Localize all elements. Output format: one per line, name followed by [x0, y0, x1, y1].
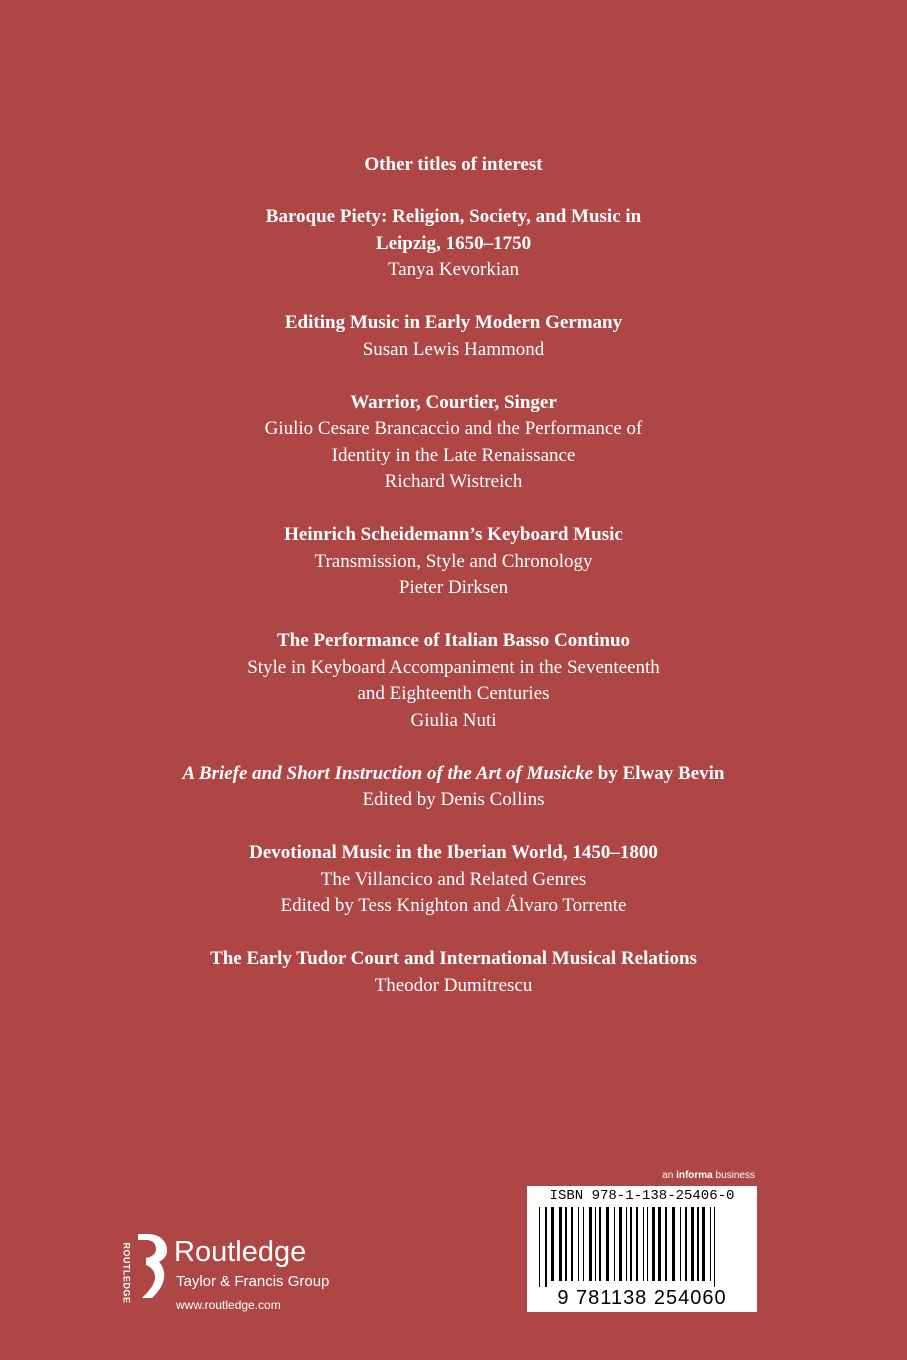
title-entry [60, 946, 847, 999]
book-title: Editing Music in Early Modern Germany [284, 312, 623, 333]
barcode-bar [539, 1207, 540, 1287]
titles-list [60, 204, 847, 1026]
barcode-bar [619, 1207, 622, 1281]
barcode-digits: 9 781138 254060 [557, 1287, 727, 1309]
book-title: Heinrich Scheidemann’s Keyboard Music [284, 524, 623, 545]
book-title-italic: A Briefe and Short Instruction of the Art of Musicke [182, 762, 594, 784]
book-title: Baroque Piety: Religion, Society, and Music in [265, 206, 642, 227]
book-subtitle: Giulio Cesare Brancaccio and the Performance of [264, 418, 643, 439]
barcode-bar [710, 1207, 711, 1281]
book-title: Devotional Music in the Iberian World, 1450–1800 [249, 842, 658, 863]
tagline-suffix: business [712, 1170, 755, 1181]
barcode-bar [614, 1207, 615, 1281]
title-entry [60, 628, 847, 734]
publisher-group: Taylor & Francis Group [176, 1273, 330, 1290]
barcode-bar [551, 1207, 554, 1281]
book-subtitle: The Villancico and Related Genres [320, 868, 587, 890]
barcode-bar [680, 1207, 681, 1281]
book-author: Pieter Dirksen [398, 577, 509, 598]
title-entry [60, 840, 847, 920]
barcode-bar [571, 1207, 573, 1281]
book-author: Susan Lewis Hammond [362, 338, 545, 360]
barcode-bar [565, 1207, 567, 1281]
publisher-name: Routledge [174, 1236, 307, 1268]
barcode-bar [606, 1207, 609, 1281]
routledge-profile-icon [134, 1232, 172, 1302]
barcode-bars [535, 1207, 749, 1287]
barcode-bar [665, 1207, 667, 1281]
book-subtitle: Style in Keyboard Accompaniment in the Seventeenth [247, 656, 660, 678]
book-title: The Performance of Italian Basso Continuo [276, 630, 631, 651]
barcode-bar [672, 1207, 675, 1281]
book-title-line [60, 761, 847, 788]
title-entry [60, 761, 847, 814]
barcode-bar [589, 1207, 592, 1281]
book-editor: Edited by Denis Collins [362, 789, 545, 810]
book-subtitle: Transmission, Style and Chronology [314, 550, 593, 572]
publisher-logo [116, 1232, 376, 1322]
book-title-cont: Leipzig, 1650–1750 [375, 232, 532, 254]
barcode-bar [626, 1207, 627, 1281]
book-title: The Early Tudor Court and International Musical Relations [210, 948, 697, 969]
informa-tagline [655, 1169, 755, 1183]
book-author: Richard Wistreich [384, 471, 523, 492]
barcode-bar [595, 1207, 596, 1281]
barcode-bar [559, 1207, 562, 1281]
barcode-bar [658, 1207, 661, 1281]
book-author: Theodor Dumitrescu [374, 974, 533, 996]
barcode-bar [630, 1207, 632, 1281]
barcode-bar [636, 1207, 638, 1281]
book-title: Warrior, Courtier, Singer [350, 391, 557, 413]
barcode-bar [691, 1207, 694, 1281]
book-editor: Edited by Tess Knighton and Álvaro Torrente [280, 895, 627, 916]
barcode-bar [545, 1207, 547, 1287]
logo-vertical-text: ROUTLEDGE [121, 1242, 132, 1304]
title-entry [60, 310, 847, 363]
book-title-author: by Elway Bevin [593, 762, 725, 784]
title-entry [60, 390, 847, 496]
barcode-bar [643, 1207, 644, 1281]
barcode-bar [685, 1207, 687, 1281]
title-entry [60, 204, 847, 284]
isbn-label: ISBN 978-1-138-25406-0 [549, 1188, 735, 1204]
isbn-barcode [527, 1186, 757, 1312]
title-entry [60, 522, 847, 602]
section-heading: Other titles of interest [364, 154, 543, 175]
tagline-prefix: an [662, 1170, 677, 1181]
book-author: Giulia Nuti [410, 709, 497, 731]
book-author: Tanya Kevorkian [387, 259, 520, 280]
barcode-bar [714, 1207, 715, 1287]
book-subtitle-cont: Identity in the Late Renaissance [331, 444, 576, 466]
barcode-bar [702, 1207, 705, 1281]
barcode-bar [599, 1207, 601, 1281]
publisher-url: www.routledge.com [176, 1298, 281, 1312]
barcode-bar [697, 1207, 699, 1281]
book-subtitle-cont: and Eighteenth Centuries [357, 683, 550, 704]
barcode-bar [578, 1207, 579, 1281]
tagline-brand: informa [676, 1170, 713, 1181]
barcode-bar [647, 1207, 648, 1281]
barcode-bar [583, 1207, 584, 1281]
barcode-bar [652, 1207, 655, 1281]
